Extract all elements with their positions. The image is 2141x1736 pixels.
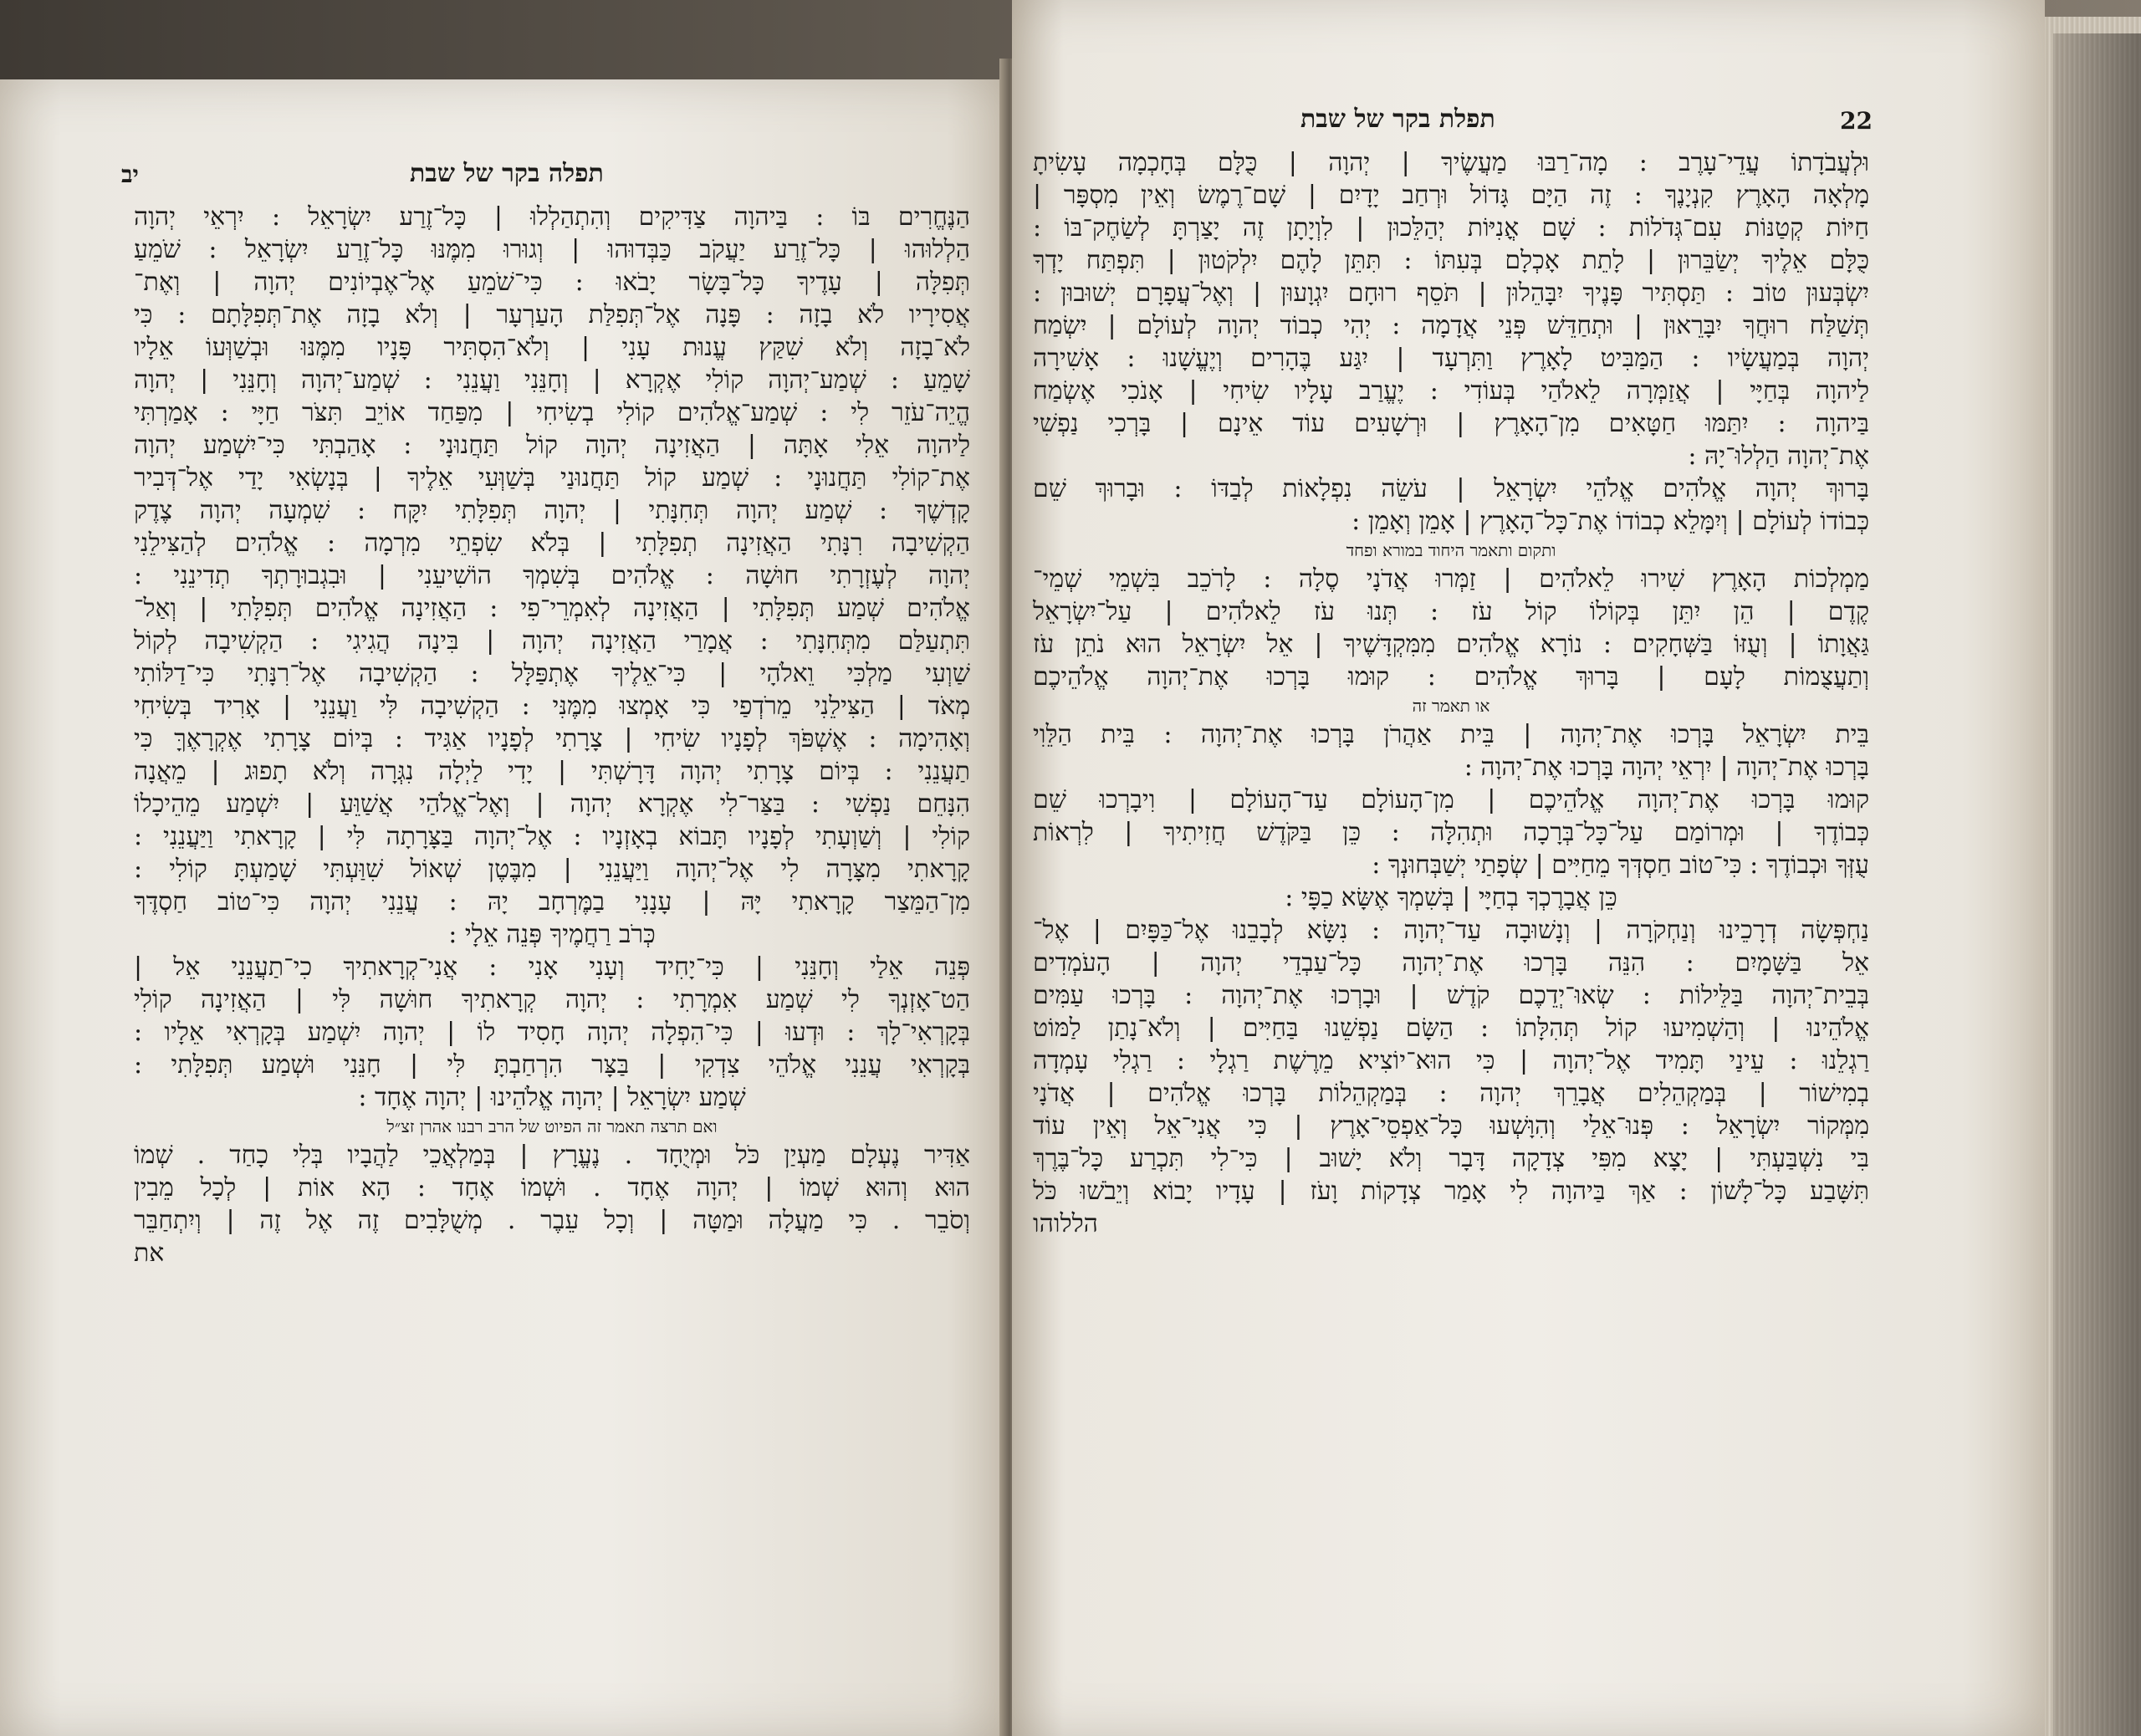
text-line: את <box>134 1238 165 1268</box>
text-line: יִשְׂבְּעוּן טוֹב : תַּסְתִּיר פָּנֶיךָ יִבָּהֵלוּן | תֹּסֵף רוּחָם יִגְוָעוּן | וְאֶל־עֲפָרָם יְשׁוּבוּן : <box>1033 278 1869 308</box>
text-line: אֲסִירָיו לֹא בָזָה : פָּנָה אֶל־תְּפִלַּת הָעַרְעָר | וְלֹא בָזָה אֶת־תְּפִלָּתָם : כִּי <box>134 300 970 329</box>
text-line: אַדִּיר נֶעְלָם מַעְיַן כֹּל וּמְיֻחָד . נֶעֱרָץ | בְּמַלְאֲכֵי לַהֲבָיו בְּלִי כָחַד . שְׁמוֹ <box>134 1141 970 1170</box>
text-line: בָּרוּךְ יְהוָה אֱלֹהִים אֱלֹהֵי יִשְׂרָאֵל | עֹשֵׂה נִפְלָאוֹת לְבַדּוֹ : וּבָרוּךְ שֵׁם <box>1033 474 1869 503</box>
right-running-head: תפלת בקר של שבת <box>1300 105 1495 134</box>
text-line: שָׁמֵעַ : שְׁמַע־יְהוָה קוֹלִי אֶקְרָא | וְחָנֵּנִי וַעֲנֵנִי : שְׁמַע־יְהוָה וְחָנֵּנִי | יְהוָה <box>134 365 970 395</box>
text-line: חַיּוֹת קְטַנּוֹת עִם־גְּדֹלוֹת : שָׁם אֳנִיּוֹת יְהַלֵּכוּן | לִוְיָתָן זֶה יָצַרְתָּ לְשַׂחֶק־בּוֹ : <box>1033 213 1869 243</box>
text-line: כֻּלָּם אֵלֶיךָ יְשַׂבֵּרוּן | לָתֵת אָכְלָם בְּעִתּוֹ : תִּתֵּן לָהֶם יִלְקֹטוּן | תִּפְתַּח יָדְךָ <box>1033 246 1869 275</box>
text-line: ותקום ותאמר היחוד במורא ופחד <box>1346 540 1556 560</box>
text-line: הַקְשִׁיבָה רִנָּתִי הַאֲזִינָה תְפִלָּתִי | בְּלֹא שִׂפְתֵי מִרְמָה : אֱלֹהִים לְהַצִּילֵנִי <box>134 528 970 558</box>
page-edges-shadow <box>2053 33 2141 1736</box>
text-line: קוּמוּ בָּרְכוּ אֶת־יְהוָה אֱלֹהֵיכֶם | מִן־הָעוֹלָם עַד־הָעוֹלָם | וִיבָרְכוּ שֵׁם <box>1033 785 1869 814</box>
text-line: תִּתְעַלַּם מִתְּחִנָּתִי : אֲמָרַי הַאֲזִינָה יְהוָה | בִּינָה הֲגִיגִי : הַקְשִׁיבָה לְקוֹל <box>134 626 970 656</box>
text-line: רַגְלֵנוּ : עֵינַי תָּמִיד אֶל־יְהוָה | כִּי הוּא־יוֹצִיא מֵרֶשֶׁת רַגְלָי : רַגְלִי עָמְדָה <box>1033 1046 1869 1075</box>
text-line: וּלְעֲבֹדָתוֹ עֲדֵי־עָרֶב : מָה־רַבּוּ מַעֲשֶׂיךָ | יְהוָה | כֻּלָּם בְּחָכְמָה עָשִׂיתָ <box>1033 148 1869 177</box>
left-body-text <box>134 201 970 1269</box>
text-line: תְּפִלָּה | עָדֶיךָ כָּל־בָּשָׂר יָבֹאוּ : כִּי־שֹׁמֵעַ אֶל־אֶבְיוֹנִים יְהוָה | וְאֶת־ <box>134 268 970 297</box>
text-line: בִּי נִשְׁבַּעְתִּי | יָצָא מִפִּי צְדָקָה דָּבָר וְלֹא יָשׁוּב | כִּי־לִי תִּכְרַע כָּל־בֶּרֶךְ <box>1033 1144 1869 1173</box>
text-line: כֵּן אֲבָרֶכְךָ בְחַיָּי | בְּשִׁמְךָ אֶשָּׂא כַפָּי : <box>1285 883 1617 912</box>
text-line: לַיהוָה אֵלִי אָתָּה | הַאֲזִינָה יְהוָה קוֹל תַּחֲנוּנָי : אָהַבְתִּי כִּי־יִשְׁמַע יְהוָה <box>134 431 970 460</box>
text-line: פְּנֵה אֵלַי וְחָנֵּנִי | כִּי־יָחִיד וְעָנִי אָנִי : אֲנִי־קְרָאתִיךָ כִי־תַעֲנֵנִי אֵל | <box>134 952 970 982</box>
text-line: תִּשָּׁבַע כָּל־לָשׁוֹן : אַךְ בַּיהוָה לִי אָמַר צְדָקוֹת וָעֹז | עָדָיו יָבוֹא וְיֵבֹשׁוּ כֹּל <box>1033 1177 1869 1206</box>
text-line: קָדְשֶׁךָ : שְׁמַע יְהוָה תְּחִנָּתִי | יְהוָה תְּפִלָּתִי יִקָּח : שִׁמְעָה יְהוָה צֶדֶק <box>134 496 970 525</box>
text-line: עֻזְּךָ וּכְבוֹדֶךָ : כִּי־טוֹב חַסְדְּךָ מֵחַיִּים | שְׂפָתַי יְשַׁבְּחוּנְךָ : <box>1372 850 1869 880</box>
text-line: הַלְלוּהוּ | כָּל־זֶרַע יַעֲקֹב כַּבְּדוּהוּ | וְגוּרוּ מִמֶּנּוּ כָּל־זֶרַע יִשְׂרָאֵל : שֹׁמֵעַ <box>134 235 970 264</box>
text-line: הוּא וְהוּא שְׁמוֹ | יְהוָה אֶחָד . וּשְׁמוֹ אֶחָד : הָא אוֹת | לְכָל מֵבִין <box>134 1173 970 1202</box>
text-line: הַנֶּחֱרִים בּוֹ : בַּיהוָה צַדִּיקִים וְהִתְהַלְלוּ | כָּל־זֶרַע יִשְׂרָאֵל : יִרְאֵי יְהוָה <box>134 202 970 232</box>
text-line: בָּרְכוּ אֶת־יְהוָה | יִרְאֵי יְהוָה בָּרְכוּ אֶת־יְהוָה : <box>1464 753 1869 782</box>
text-line: לֹא־בָזָה וְלֹא שִׁקַּץ עֱנוּת עָנִי | וְלֹא־הִסְתִּיר פָּנָיו מִמֶּנּוּ וּבְשַׁוְּעוֹ אֵלָיו <box>134 333 970 362</box>
text-line: כְּבוֹדוֹ לְעוֹלָם | וְיִמָּלֵא כְבוֹדוֹ אֶת־כָּל־הָאָרֶץ | אָמֵן וְאָמֵן : <box>1352 507 1869 536</box>
text-line: אֶת־קוֹלִי תַּחֲנוּנָי : שְׁמַע קוֹל תַּחֲנוּנַי בְּשַׁוְּעִי אֵלֶיךָ | בְּנָשְׂאִי יָדַי אֶל־דְּבִיר <box>134 463 970 493</box>
text-line: אֵל בַּשָּׁמָיִם : הִנֵּה בָּרְכוּ אֶת־יְהוָה כָּל־עַבְדֵי יְהוָה | הָעֹמְדִים <box>1033 948 1869 978</box>
text-line: כְּבוֹדֶךָ | וּמְרוֹמַם עַל־כָּל־בְּרָכָה וּתְהִלָּה : כֵּן בַּקֹּדֶשׁ חֲזִיתִיךָ | לִרְאוֹת <box>1033 818 1869 847</box>
text-line: לַיהוָה בְּחַיָּי | אֲזַמְּרָה לֵאלֹהַי בְּעוֹדִי : יֶעֱרַב עָלָיו שִׂיחִי | אָנֹכִי אֶשְׂמַח <box>1033 376 1869 406</box>
text-line: כְּרֹב רַחֲמֶיךָ פְּנֵה אֵלָי : <box>448 920 656 949</box>
text-line: תְּשַׁלַּח רוּחֲךָ יִבָּרֵאוּן | וּתְחַדֵּשׁ פְּנֵי אֲדָמָה : יְהִי כְבוֹד יְהוָה לְעוֹלָם | יִשְׂמַח <box>1033 311 1869 340</box>
text-line: וְתַעֲצֻמוֹת לָעָם | בָּרוּךְ אֱלֹהִים : קוּמוּ בָּרְכוּ אֶת־יְהוָה אֱלֹהֵיכֶם <box>1033 662 1869 692</box>
text-line: בְּבֵית־יְהוָה בַּלֵּילוֹת : שְׂאוּ־יְדֵכֶם קֹדֶשׁ | וּבָרְכוּ אֶת־יְהוָה : בָּרְכוּ עַמִּים <box>1033 981 1869 1010</box>
text-line: תַעֲנֵנִי : בְּיוֹם צָרָתִי יְהוָה דָּרָשְׁתִּי | יָדִי לַיְלָה נִגְּרָה וְלֹא תָפוּג | מֵאֲנָה <box>134 757 970 786</box>
left-running-head: תפלה בקר של שבת <box>410 159 604 188</box>
text-line: הַט־אָזְנְךָ לִי שְׁמַע אִמְרָתִי : יְהוָה קְרָאתִיךָ חוּשָׁה לִּי | הַאֲזִינָה קוֹלִי <box>134 985 970 1014</box>
text-line: וְסֹבֵר . כִּי מַעֲלָה וּמַטָּה | וְכָל עֵבֶר . מְשֻׁלָּבִים זֶה אֶל זֶה | וְיִתְחַבֵּר <box>134 1206 970 1235</box>
left-page-number: יב <box>121 161 139 188</box>
text-line: שַׁוְעִי מַלְכִּי וֵאלֹהָי | כִּי־אֵלֶיךָ אֶתְפַּלָּל : הַקְשִׁיבָה אֶל־רִנָּתִי כִּי־דַלּוֹתִי <box>134 659 970 688</box>
text-line: אֶת־יְהוָה הַלְלוּ־יָהּ : <box>1688 442 1869 471</box>
text-line: מַמְלְכוֹת הָאָרֶץ שִׁירוּ לֵאלֹהִים | זַמְּרוּ אֲדֹנָי סֶלָה : לָרֹכֵב בִּשְׁמֵי שְׁמֵי־ <box>1033 564 1869 594</box>
text-line: בְּקָרְאִי עֲנֵנִי אֱלֹהֵי צִדְקִי | בַּצָּר הִרְחַבְתָּ לִּי | חָנֵּנִי וּשְׁמַע תְּפִלָּתִי : <box>134 1050 970 1080</box>
text-line: בַּיהוָה : יִתַּמּוּ חַטָּאִים מִן־הָאָרֶץ | וּרְשָׁעִים עוֹד אֵינָם | בָּרְכִי נַפְשִׁי <box>1033 409 1869 438</box>
text-line: אֱלֹהִים שְׁמַע תְּפִלָּתִי | הַאֲזִינָה לְאִמְרֵי־פִי : הַאֲזִינָה אֱלֹהִים תְּפִלָּתִי | וְאַל־ <box>134 594 970 623</box>
text-line: בְמִישׁוֹר | בְּמַקְהֵלִים אֲבָרֵךְ יְהוָה : בְּמַקְהֵלוֹת בָּרְכוּ אֱלֹהִים | אֲדֹנָי <box>1033 1079 1869 1108</box>
text-line: מִמְּקוֹר יִשְׂרָאֵל : פְּנוּ־אֵלַי וְהִוָּשְׁעוּ כָּל־אַפְסֵי־אָרֶץ | כִּי אֲנִי־אֵל וְאֵין עוֹד <box>1033 1111 1869 1141</box>
text-line: הֱיֵה־עֹזֵר לִי : שְׁמַע־אֱלֹהִים קוֹלִי בְשִׂיחִי | מִפַּחַד אוֹיֵב תִּצֹּר חַיָּי : אָמַרְתִּי <box>134 398 970 427</box>
text-line: מָלְאָה הָאָרֶץ קִנְיָנֶךָ : זֶה הַיָּם גָּדוֹל וּרְחַב יָדָיִם | שָׁם־רֶמֶשׂ וְאֵין מִסְפָּר | <box>1033 181 1869 210</box>
text-line: בֵּית יִשְׂרָאֵל בָּרְכוּ אֶת־יְהוָה | בֵּית אַהֲרֹן בָּרְכוּ אֶת־יְהוָה : בֵּית הַלֵּוִי <box>1033 720 1869 749</box>
text-line: וְאָהִימָה : אֶשְׁפֹּךְ לְפָנָיו שִׂיחִי | צָרָתִי לְפָנָיו אַגִּיד : בְּיוֹם צָרָתִי אֶקְרָאֶךָּ כִּי <box>134 724 970 753</box>
text-line: קָרָאתִי מִצָּרָה לִי אֶל־יְהוָה וַיַּעֲנֵנִי | מִבֶּטֶן שְׁאוֹל שִׁוַּעְתִּי שָׁמַעְתָּ קוֹלִי : <box>134 855 970 884</box>
text-line: הללוהו <box>1033 1209 1098 1238</box>
text-line: קֶדֶם | הֵן יִתֵּן בְּקוֹלוֹ קוֹל עֹז : תְּנוּ עֹז לֵאלֹהִים | עַל־יִשְׂרָאֵל <box>1033 597 1869 626</box>
text-line: מִן־הַמֵּצַר קָרָאתִי יָּהּ | עָנָנִי בַמֶּרְחָב יָהּ : עֲנֵנִי יְהוָה כִּי־טוֹב חַסְדֶּךָ <box>134 887 970 917</box>
text-line: יְהוָה לְעֶזְרָתִי חוּשָׁה : אֱלֹהִים בְּשִׁמְךָ הוֹשִׁיעֵנִי | וּבִגְבוּרָתְךָ תְדִינֵנִי : <box>134 561 970 590</box>
text-line: בְּקָרְאִי־לָךְ : וּדְעוּ | כִּי־הִפְלָה יְהוָה חָסִיד לוֹ | יְהוָה יִשְׁמַע בְּקָרְאִי אֵלָיו : <box>134 1018 970 1047</box>
right-page-number: 22 <box>1840 107 1873 135</box>
text-line: אֱלֹהֵינוּ | וְהַשְׁמִיעוּ קוֹל תְּהִלָּתוֹ : הַשָּׂם נַפְשֵׁנוּ בַּחַיִּים | וְלֹא־נָתַן לַמּוֹט <box>1033 1014 1869 1043</box>
text-line: הִנָּחֵם נַפְשִׁי : בַּצַּר־לִי אֶקְרָא יְהוָה | וְאֶל־אֱלֹהַי אֲשַׁוֵּעַ | יִשְׁמַע מֵהֵיכָלוֹ <box>134 789 970 819</box>
text-line: גַּאֲוָתוֹ | וְעֻזּוֹ בַּשְּׁחָקִים : נוֹרָא אֱלֹהִים מִמִּקְדָּשֶׁיךָ | אֵל יִשְׂרָאֵל הוּא נֹתֵן עֹז <box>1033 630 1869 659</box>
text-line: שְׁמַע יִשְׂרָאֵל | יְהוָה אֱלֹהֵינוּ | יְהוָה אֶחָד : <box>358 1083 746 1112</box>
text-line: קוֹלִי | וְשַׁוְעָתִי לְפָנָיו תָּבוֹא בְאָזְנָיו : אֶל־יְהוָה בַּצָּרָתָה לִּי | קָרָאתִי וַיַּעֲנֵנִי : <box>134 822 970 851</box>
text-line: או תאמר זה <box>1412 696 1490 716</box>
text-line: נַחְפְּשָׂה דְרָכֵינוּ וְנַחְקֹרָה | וְנָשׁוּבָה עַד־יְהוָה : נִשָּׂא לְבָבֵנוּ אֶל־כַּפָּיִם | אֶל־ <box>1033 916 1869 945</box>
text-line: יְהוָה בְּמַעֲשָׂיו : הַמַּבִּיט לָאָרֶץ וַתִּרְעָד | יִגַּע בֶּהָרִים וְיֶעֱשָׁנוּ : אָשִׁירָה <box>1033 344 1869 373</box>
right-body-text <box>1033 146 1869 1240</box>
text-line: ואם תרצה תאמר זה הפיוט של הרב רבנו אהרן זצ״ל <box>386 1116 718 1136</box>
text-line: מְאֹד | הַצִּילֵנִי מֵרֹדְפַי כִּי אָמְצוּ מִמֶּנִּי : הַקְשִׁיבָה לִּי וַעֲנֵנִי | אָרִיד בְּשִׂיחִי <box>134 692 970 721</box>
